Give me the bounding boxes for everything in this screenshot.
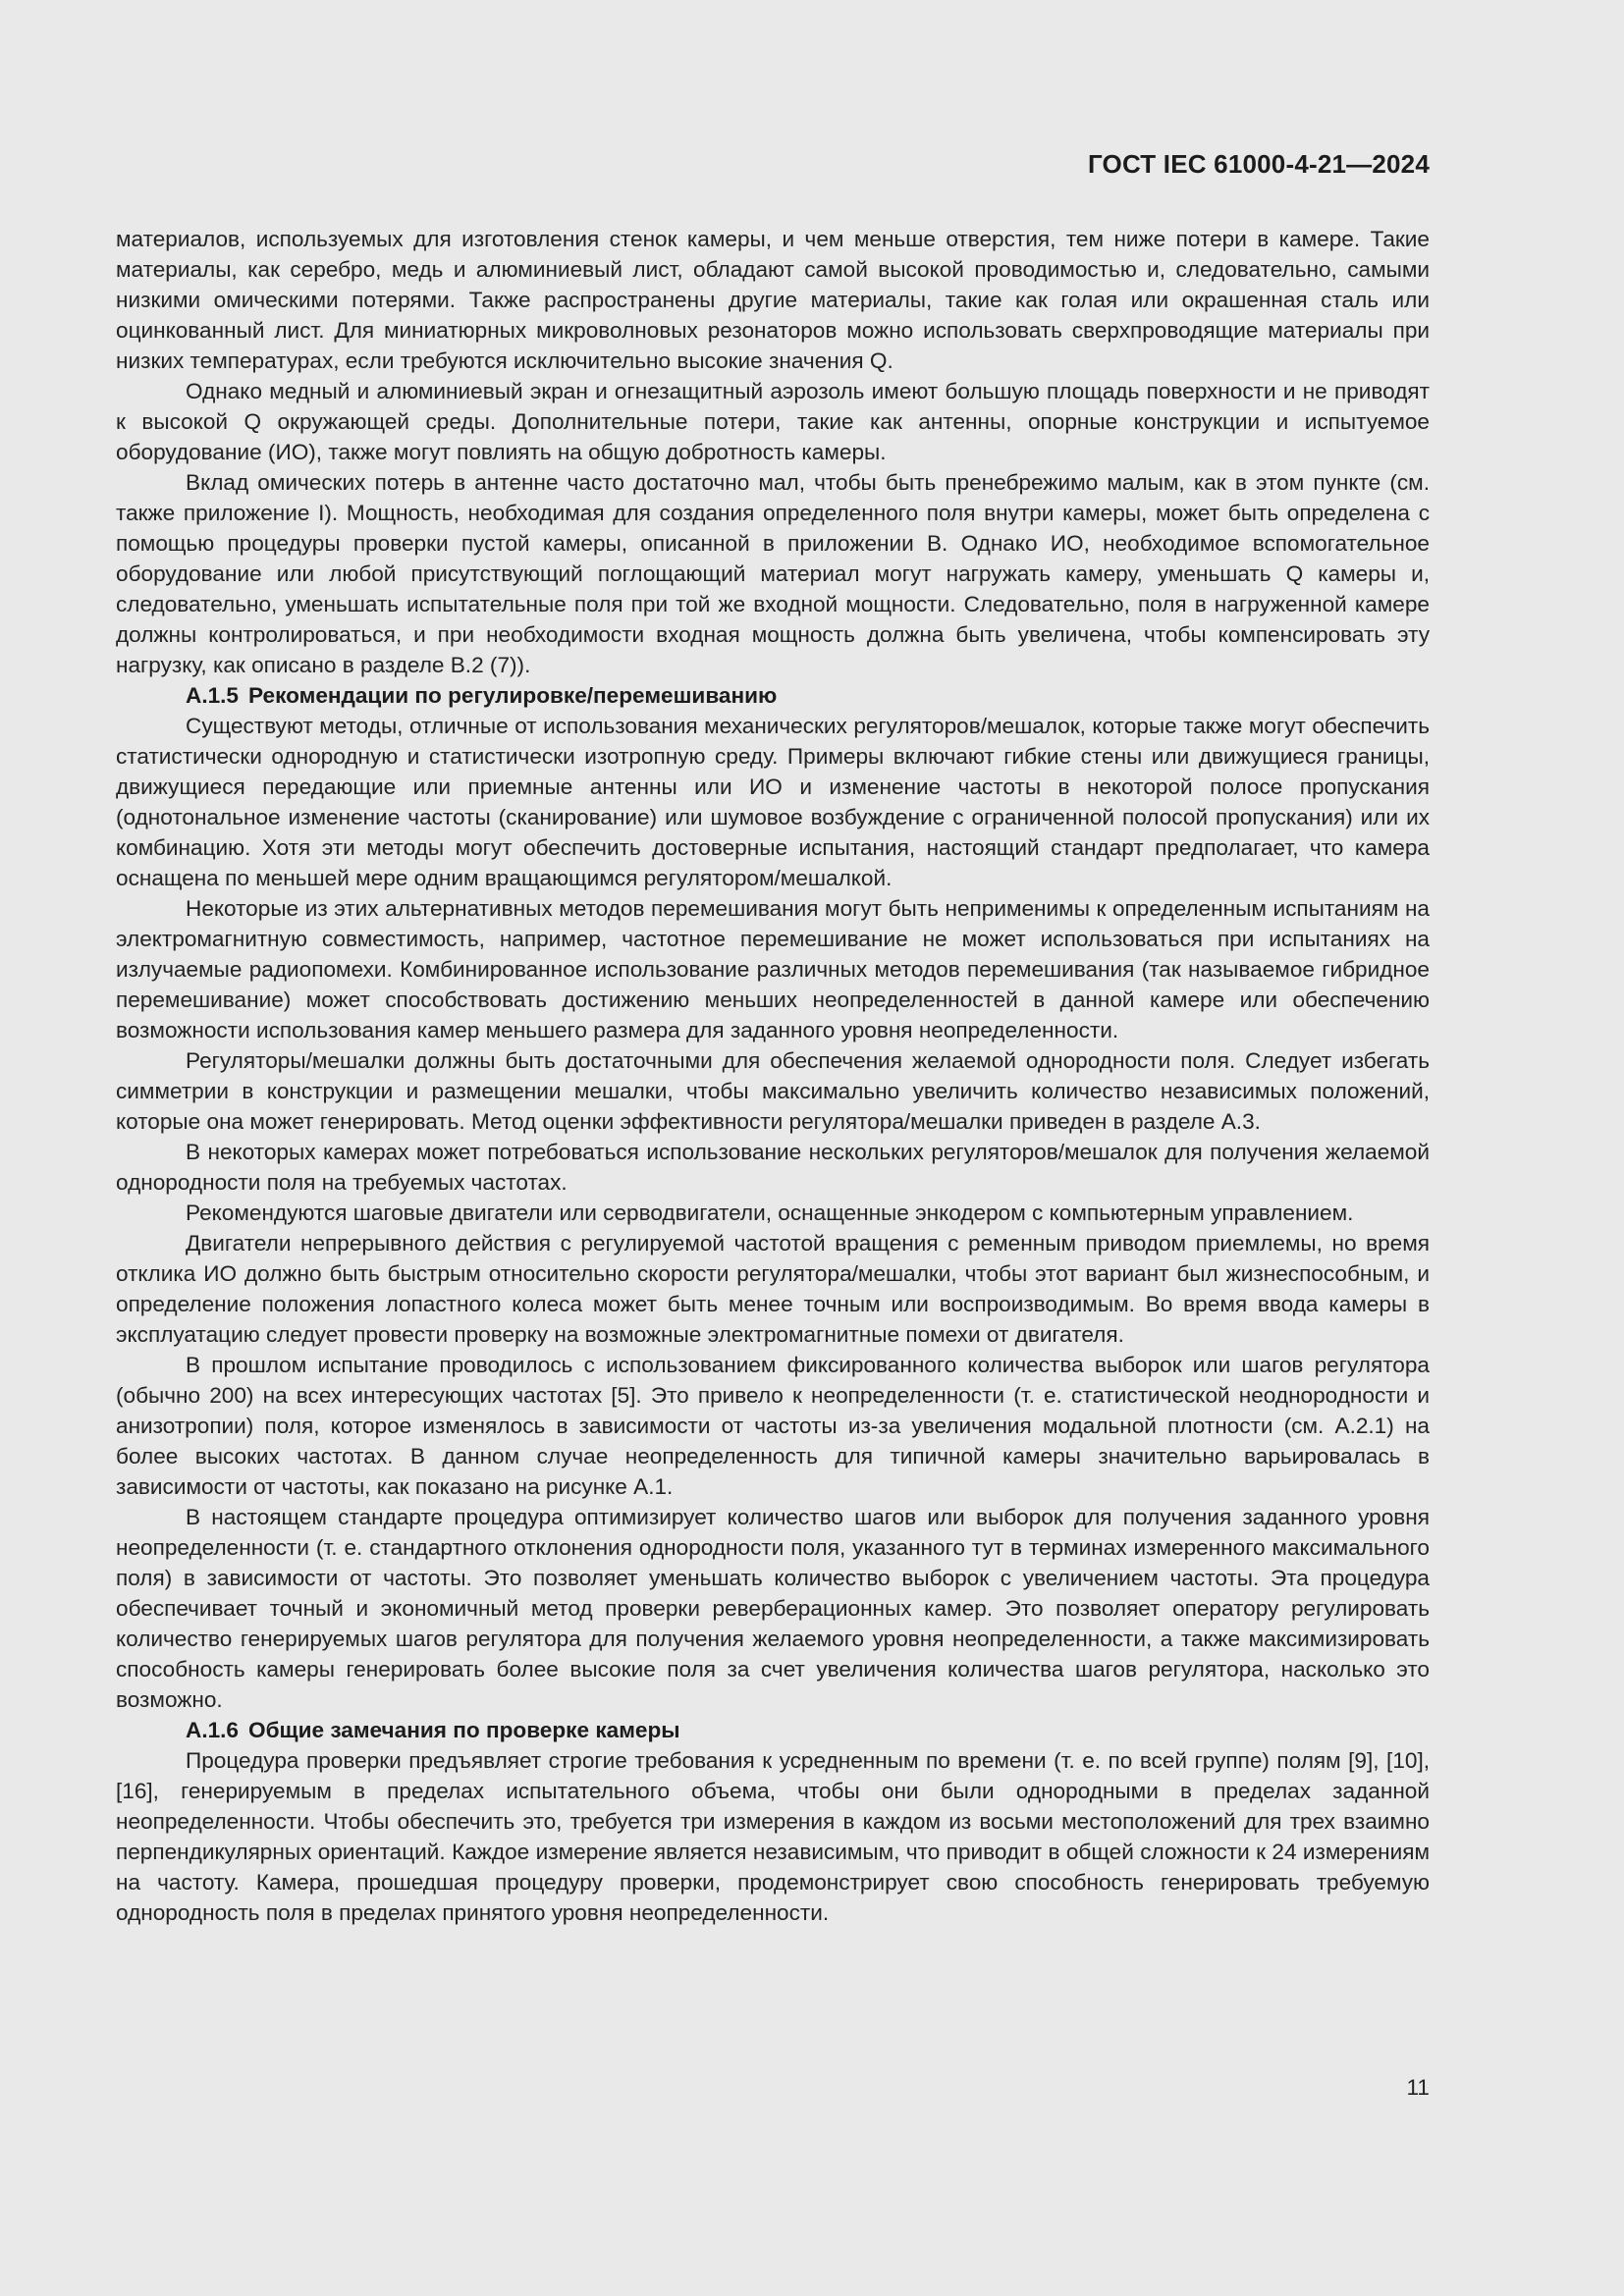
body-paragraph: Регуляторы/мешалки должны быть достаточными для обеспечения желаемой однородности поля. Следует избегать симметрии в конструкции и размещении мешалки, чтобы максимально увеличить количество независимых положений, которые она может генерировать. Метод оценки эффективности регулятора/мешалки приведен в разделе А.3. [116,1048,1430,1134]
body-paragraph: В настоящем стандарте процедура оптимизирует количество шагов или выборок для получения заданного уровня неопределенности (т. е. стандартного отклонения однородности поля, указанного тут в терминах измеренного максимального поля) в зависимости от частоты. Это позволяет уменьшать количество выборок с увеличением частоты. Эта процедура обеспечивает точный и экономичный метод проверки реверберационных камер. Это позволяет оператору регулировать количество генерируемых шагов регулятора для получения желаемого уровня неопределенности, а также максимизировать способность камеры генерировать более высокие поля за счет увеличения количества шагов регулятора, насколько это возможно. [116,1505,1430,1712]
body-paragraph: Процедура проверки предъявляет строгие требования к усредненным по времени (т. е. по всей группе) полям [9], [10], [16], генерируемым в пределах испытательного объема, чтобы они были однородными в пределах заданной неопределенности. Чтобы обеспечить это, требуется три измерения в каждом из восьми местоположений для трех взаимно перпендикулярных ориентаций. Каждое измерение является независимым, что приводит в общей сложности к 24 измерениям на частоту. Камера, прошедшая процедуру проверки, продемонстрирует свою способность генерировать требуемую однородность поля в пределах принятого уровня неопределенности. [116,1748,1430,1925]
document-body [116,224,1430,1928]
body-paragraph: Однако медный и алюминиевый экран и огнезащитный аэрозоль имеют большую площадь поверхности и не приводят к высокой Q окружающей среды. Дополнительные потери, такие как антенны, опорные конструкции и испытуемое оборудование (ИО), также могут повлиять на общую добротность камеры. [116,379,1430,464]
body-paragraph: Некоторые из этих альтернативных методов перемешивания могут быть неприменимы к определенным испытаниям на электромагнитную совместимость, например, частотное перемешивание не может использоваться при испытаниях на излучаемые радиопомехи. Комбинированное использование различных методов перемешивания (так называемое гибридное перемешивание) может способствовать достижению меньших неопределенностей в данной камере или обеспечению возможности использования камер меньшего размера для заданного уровня неопределенности. [116,896,1430,1042]
section-title: Общие замечания по проверке камеры [248,1718,680,1742]
body-paragraph: Вклад омических потерь в антенне часто достаточно мал, чтобы быть пренебрежимо малым, как в этом пункте (см. также приложение I). Мощность, необходимая для создания определенного поля внутри камеры, может быть определена с помощью процедуры проверки пустой камеры, описанной в приложении В. Однако ИО, необходимое вспомогательное оборудование или любой присутствующий поглощающий материал могут нагружать камеру, уменьшать Q камеры и, следовательно, уменьшать испытательные поля при той же входной мощности. Следовательно, поля в нагруженной камере должны контролироваться, и при необходимости входная мощность должна быть увеличена, чтобы компенсировать эту нагрузку, как описано в разделе В.2 (7)). [116,470,1430,677]
section-title: Рекомендации по регулировке/перемешиванию [248,683,778,708]
body-paragraph: материалов, используемых для изготовления стенок камеры, и чем меньше отверстия, тем ниже потери в камере. Такие материалы, как серебро, медь и алюминиевый лист, обладают самой высокой проводимостью и, следовательно, самыми низкими омическими потерями. Также распространены другие материалы, такие как голая или окрашенная сталь или оцинкованный лист. Для миниатюрных микроволновых резонаторов можно использовать сверхпроводящие материалы при низких температурах, если требуются исключительно высокие значения Q. [116,227,1430,373]
section-number: А.1.6 [186,1718,240,1742]
section-number: А.1.5 [186,683,240,708]
body-paragraph: Рекомендуются шаговые двигатели или серводвигатели, оснащенные энкодером с компьютерным управлением. [186,1201,1354,1225]
page-number: 11 [1406,2075,1430,2100]
document-header: ГОСТ IEC 61000-4-21—2024 [1087,149,1430,179]
section-heading-a16 [116,1715,1430,1745]
body-paragraph: Двигатели непрерывного действия с регулируемой частотой вращения с ременным приводом приемлемы, но время отклика ИО должно быть быстрым относительно скорости регулятора/мешалки, чтобы этот вариант был жизнеспособным, и определение положения лопастного колеса может быть менее точным или воспроизводимым. Во время ввода камеры в эксплуатацию следует провести проверку на возможные электромагнитные помехи от двигателя. [116,1231,1430,1347]
body-paragraph: Существуют методы, отличные от использования механических регуляторов/мешалок, которые также могут обеспечить статистически однородную и статистически изотропную среду. Примеры включают гибкие стены или движущиеся границы, движущиеся передающие или приемные антенны или ИО и изменение частоты в некоторой полосе пропускания (однотональное изменение частоты (сканирование) или шумовое возбуждение с ограниченной полосой пропускания) или их комбинацию. Хотя эти методы могут обеспечить достоверные испытания, настоящий стандарт предполагает, что камера оснащена по меньшей мере одним вращающимся регулятором/мешалкой. [116,714,1430,890]
body-paragraph: В прошлом испытание проводилось с использованием фиксированного количества выборок или шагов регулятора (обычно 200) на всех интересующих частотах [5]. Это привело к неопределенности (т. е. статистической неоднородности и анизотропии) поля, которое изменялось в зависимости от частоты из-за увеличения модальной плотности (см. А.2.1) на более высоких частотах. В данном случае неопределенность для типичной камеры значительно варьировалась в зависимости от частоты, как показано на рисунке А.1. [116,1353,1430,1499]
section-heading-a15 [116,680,1430,711]
body-paragraph: В некоторых камерах может потребоваться использование нескольких регуляторов/мешалок для получения желаемой однородности поля на требуемых частотах. [116,1140,1430,1195]
